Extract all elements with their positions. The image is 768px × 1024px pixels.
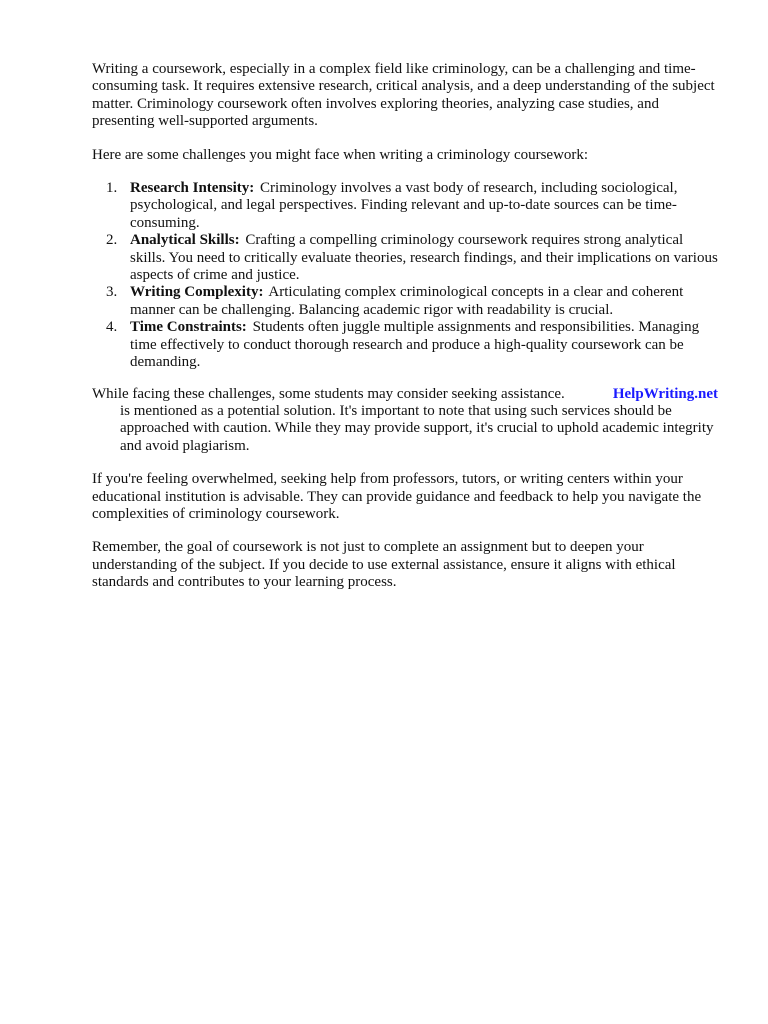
list-item-title: Writing Complexity: (130, 284, 264, 301)
list-item-title: Analytical Skills: (130, 232, 240, 249)
list-item-text: Criminology involves a vast body of research, including sociological, psychological, and legal perspectives. Finding relevant and up-to-date sources can be time-consuming. (130, 180, 678, 231)
list-item (92, 284, 722, 319)
list-number: 3. (106, 284, 118, 301)
list-item-text: Students often juggle multiple assignments and responsibilities. Managing time effectively to conduct thorough research and produce a high-quality coursework can be demanding. (130, 319, 700, 371)
helpwriting-link[interactable]: HelpWriting.net (612, 385, 718, 402)
challenges-list (92, 180, 722, 371)
list-number: 4. (106, 319, 118, 336)
list-item-text: Articulating complex criminological concepts in a clear and coherent manner can be challenging. Balancing academic rigor with readability is crucial. (130, 284, 684, 318)
assistance-paragraph (92, 386, 722, 456)
list-item-title: Time Constraints: (130, 319, 247, 336)
assistance-text-after: is mentioned as a potential solution. It's important to note that using such services should be approached with caution. While they may provide support, it's crucial to uphold academic integrity and avoid plagiarism. (120, 402, 714, 454)
list-item (92, 319, 722, 371)
list-item (92, 180, 722, 232)
closing-paragraph: Remember, the goal of coursework is not just to complete an assignment but to deepen your understanding of the subject. If you decide to use external assistance, ensure it aligns with ethical standards and contributes to your learning process. (92, 539, 676, 591)
list-number: 1. (106, 180, 118, 197)
list-item-title: Research Intensity: (130, 180, 255, 197)
overwhelmed-paragraph: If you're feeling overwhelmed, seeking help from professors, tutors, or writing centers within your educational institution is advisable. They can provide guidance and feedback to help you navigate the complexities of criminology coursework. (92, 471, 702, 522)
challenges-lead: Here are some challenges you might face when writing a criminology coursework: (92, 146, 589, 163)
intro-paragraph: Writing a coursework, especially in a complex field like criminology, can be a challenging and time-consuming task. It requires extensive research, critical analysis, and a deep understanding of the subject matter. Criminology coursework often involves exploring theories, analyzing case studies, and presenting well-supported arguments. (92, 61, 715, 130)
list-item (92, 232, 722, 284)
list-item-text: Crafting a compelling criminology coursework requires strong analytical skills. You need to critically evaluate theories, research findings, and their implications on various aspects of crime and justice. (130, 232, 718, 284)
list-number: 2. (106, 232, 118, 249)
assistance-text-before: While facing these challenges, some students may consider seeking assistance. (92, 385, 565, 402)
document-body (92, 61, 722, 608)
